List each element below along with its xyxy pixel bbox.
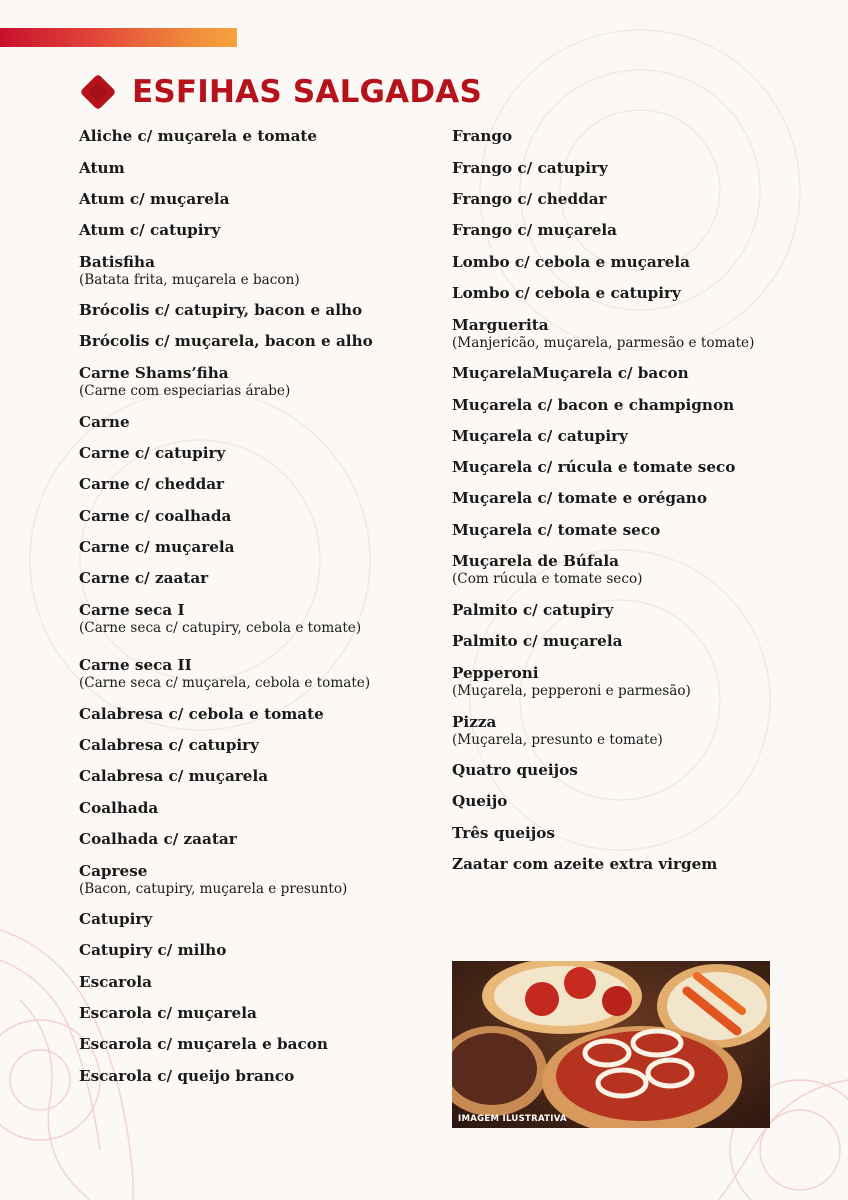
menu-item	[452, 824, 555, 843]
menu-item-name: Carne seca II	[79, 656, 192, 674]
menu-item-name: Queijo	[452, 792, 508, 810]
menu-item-description: (Com rúcula e tomate seco)	[452, 571, 643, 587]
menu-item	[452, 632, 622, 651]
diamond-icon	[78, 72, 118, 112]
menu-item	[79, 190, 230, 209]
menu-item-description: (Carne seca c/ muçarela, cebola e tomate)	[79, 675, 371, 691]
menu-item-name: Muçarela c/ bacon e champignon	[452, 396, 735, 414]
menu-item	[79, 799, 158, 818]
menu-item-name: Zaatar com azeite extra virgem	[452, 855, 718, 873]
menu-item-name: Atum c/ muçarela	[79, 190, 230, 208]
menu-item	[452, 713, 663, 749]
menu-item	[79, 253, 300, 289]
menu-item	[79, 364, 290, 400]
menu-item	[79, 830, 237, 849]
menu-item	[452, 792, 507, 811]
photo-caption: IMAGEM ILUSTRATIVA	[458, 1114, 567, 1124]
menu-item-name: Escarola c/ muçarela	[79, 1004, 257, 1022]
menu-item-name: Carne	[79, 413, 130, 431]
menu-item	[452, 284, 681, 303]
menu-item	[452, 253, 690, 272]
menu-item-name: Palmito c/ muçarela	[452, 632, 623, 650]
section-header	[78, 70, 482, 114]
menu-item	[452, 489, 707, 508]
menu-item-name: Batisfiha	[79, 253, 155, 271]
menu-item	[79, 941, 226, 960]
menu-item-description: (Muçarela, presunto e tomate)	[452, 732, 663, 748]
menu-item	[79, 159, 125, 178]
menu-item	[79, 332, 373, 351]
menu-item	[79, 221, 220, 240]
menu-item-name: Lombo c/ cebola e catupiry	[452, 284, 681, 302]
menu-item-name: Carne seca I	[79, 601, 185, 619]
menu-item-name: Carne c/ cheddar	[79, 475, 225, 493]
menu-item	[79, 127, 317, 146]
menu-item	[452, 855, 717, 874]
menu-item-description: (Carne com especiarias árabe)	[79, 383, 291, 399]
menu-item	[452, 396, 734, 415]
menu-item-name: Muçarela de Búfala	[452, 552, 619, 570]
menu-item-name: Aliche c/ muçarela e tomate	[79, 127, 318, 145]
menu-item-name: Carne c/ muçarela	[79, 538, 235, 556]
menu-item-name: Muçarela c/ rúcula e tomate seco	[452, 458, 736, 476]
menu-item	[452, 427, 628, 446]
menu-item-name: Muçarela c/ tomate seco	[452, 521, 661, 539]
menu-item-description: (Carne seca c/ catupiry, cebola e tomate)	[79, 620, 362, 636]
menu-item-name: Carne c/ catupiry	[79, 444, 226, 462]
menu-item-name: Calabresa c/ muçarela	[79, 767, 269, 785]
menu-item	[79, 1067, 294, 1086]
menu-item-name: Muçarela c/ tomate e orégano	[452, 489, 707, 507]
section-title: ESFIHAS SALGADAS	[132, 74, 483, 110]
menu-item-description: (Manjericão, muçarela, parmesão e tomate)	[452, 335, 755, 351]
menu-item	[452, 159, 608, 178]
menu-item-name: MuçarelaMuçarela c/ bacon	[452, 364, 689, 382]
menu-item	[79, 301, 362, 320]
menu-item-name: Atum c/ catupiry	[79, 221, 221, 239]
menu-item-name: Coalhada c/ zaatar	[79, 830, 237, 848]
menu-item	[79, 413, 130, 432]
menu-item-name: Frango c/ catupiry	[452, 159, 608, 177]
menu-item	[452, 364, 689, 383]
menu-item	[452, 552, 642, 588]
menu-item	[79, 507, 231, 526]
menu-item-name: Carne c/ coalhada	[79, 507, 232, 525]
menu-item-name: Pepperoni	[452, 664, 539, 682]
menu-item-name: Catupiry c/ milho	[79, 941, 227, 959]
menu-item-name: Brócolis c/ catupiry, bacon e alho	[79, 301, 363, 319]
menu-item	[452, 761, 578, 780]
menu-item-name: Escarola c/ queijo branco	[79, 1067, 295, 1085]
menu-item	[79, 736, 259, 755]
menu-item	[452, 664, 691, 700]
menu-item-name: Catupiry	[79, 910, 153, 928]
menu-item	[452, 221, 617, 240]
menu-item-name: Caprese	[79, 862, 148, 880]
menu-item	[79, 973, 152, 992]
menu-item-description: (Bacon, catupiry, muçarela e presunto)	[79, 881, 348, 897]
menu-item-name: Palmito c/ catupiry	[452, 601, 614, 619]
menu-item	[79, 910, 152, 929]
menu-item-name: Lombo c/ cebola e muçarela	[452, 253, 690, 271]
menu-item	[79, 475, 224, 494]
menu-item	[79, 1004, 257, 1023]
menu-item	[79, 569, 208, 588]
menu-item	[79, 1035, 328, 1054]
menu-item	[79, 601, 361, 637]
menu-item-name: Muçarela c/ catupiry	[452, 427, 628, 445]
menu-item-name: Carne Shams’fiha	[79, 364, 229, 382]
menu-item-name: Três queijos	[452, 824, 555, 842]
menu-item	[79, 656, 370, 692]
menu-item-name: Atum	[79, 159, 125, 177]
menu-item	[452, 127, 512, 146]
menu-item-name: Marguerita	[452, 316, 549, 334]
menu-item	[79, 767, 268, 786]
menu-item	[452, 190, 607, 209]
menu-item	[452, 458, 735, 477]
menu-item-name: Pizza	[452, 713, 497, 731]
menu-item	[79, 705, 324, 724]
header-accent-bar	[0, 28, 237, 47]
menu-item	[452, 601, 613, 620]
menu-item-description: (Muçarela, pepperoni e parmesão)	[452, 683, 691, 699]
menu-item-description: (Batata frita, muçarela e bacon)	[79, 272, 300, 288]
menu-item-name: Escarola c/ muçarela e bacon	[79, 1035, 328, 1053]
menu-item	[452, 521, 660, 540]
menu-item-name: Frango	[452, 127, 513, 145]
menu-item-name: Frango c/ cheddar	[452, 190, 607, 208]
menu-item	[79, 444, 225, 463]
menu-item-name: Brócolis c/ muçarela, bacon e alho	[79, 332, 373, 350]
menu-item	[452, 316, 754, 352]
menu-item-name: Carne c/ zaatar	[79, 569, 209, 587]
menu-item-name: Coalhada	[79, 799, 159, 817]
menu-item-name: Frango c/ muçarela	[452, 221, 617, 239]
menu-item	[79, 538, 234, 557]
menu-item-name: Quatro queijos	[452, 761, 578, 779]
menu-item-name: Calabresa c/ cebola e tomate	[79, 705, 324, 723]
esfihas-photo	[452, 961, 770, 1128]
menu-item-name: Escarola	[79, 973, 152, 991]
menu-item	[79, 862, 347, 898]
menu-item-name: Calabresa c/ catupiry	[79, 736, 259, 754]
